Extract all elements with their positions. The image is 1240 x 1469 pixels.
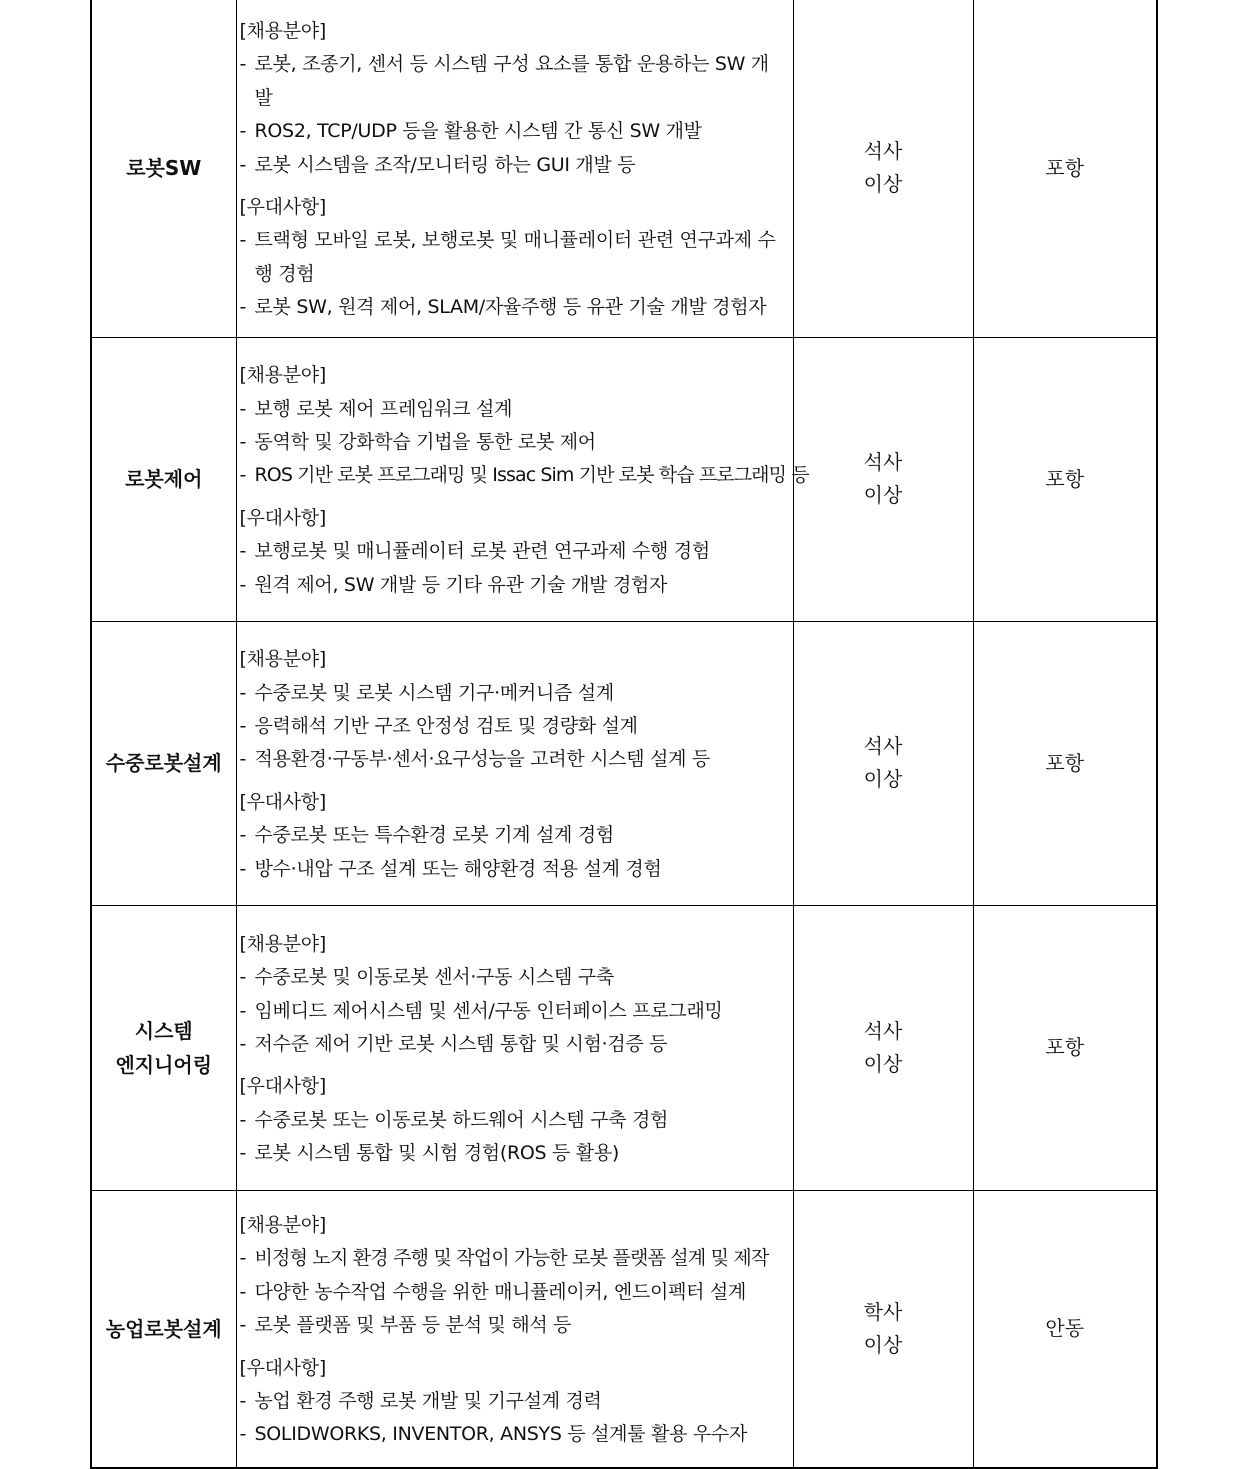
preference-item: - 보행로봇 및 매니퓰레이터 로봇 관련 연구과제 수행 경험: [239, 540, 710, 563]
preference-item: - 원격 제어, SW 개발 등 기타 유관 기술 개발 경험자: [239, 573, 668, 596]
field-cell: [91, 1190, 236, 1468]
education-level: 이상: [863, 483, 903, 508]
table-row: [91, 621, 1157, 905]
recruit-item: - 수중로봇 및 이동로봇 센서·구동 시스템 구축: [239, 966, 614, 989]
preference-label: [우대사항]: [239, 506, 326, 529]
location-text: 포항: [1045, 750, 1085, 775]
job-table: [90, 0, 1158, 1469]
field-cell: [91, 337, 236, 621]
table-row: [91, 1190, 1157, 1468]
recruit-label: [채용분야]: [239, 648, 326, 671]
recruit-item: - 보행 로봇 제어 프레임워크 설계: [239, 397, 513, 420]
field-name: 로봇제어: [125, 467, 203, 492]
preference-item: - 수중로봇 또는 특수환경 로봇 기계 설계 경험: [239, 824, 614, 847]
education-cell: [793, 337, 973, 621]
description-cell: [236, 905, 793, 1190]
recruit-item: - ROS2, TCP/UDP 등을 활용한 시스템 간 통신 SW 개발: [239, 120, 702, 143]
field-name: 시스템: [134, 1018, 193, 1043]
location-text: 포항: [1045, 466, 1085, 491]
recruit-item: - 수중로봇 및 로봇 시스템 기구·메커니즘 설계: [239, 681, 614, 704]
field-name: 로봇SW: [126, 156, 202, 181]
location-cell: [973, 905, 1157, 1190]
education-level: 이상: [863, 1332, 903, 1357]
recruit-item: - 로봇, 조종기, 센서 등 시스템 구성 요소를 통합 운용하는 SW 개발: [239, 53, 769, 109]
education-cell: [793, 0, 973, 337]
preference-item: - 농업 환경 주행 로봇 개발 및 기구설계 경력: [239, 1390, 602, 1413]
recruit-label: [채용분야]: [239, 364, 326, 387]
recruit-item: - 응력해석 기반 구조 안정성 검토 및 경량화 설계: [239, 715, 638, 738]
recruit-item: - 로봇 시스템을 조작/모니터링 하는 GUI 개발 등: [239, 153, 636, 176]
education-cell: [793, 905, 973, 1190]
preference-item: - 로봇 시스템 통합 및 시험 경험(ROS 등 활용): [239, 1142, 620, 1165]
field-name: 농업로봇설계: [105, 1316, 222, 1341]
description-cell: [236, 0, 793, 337]
description-cell: [236, 1190, 793, 1468]
preference-item: - 트랙형 모바일 로봇, 보행로봇 및 매니퓰레이터 관련 연구과제 수행 경험: [239, 229, 776, 285]
recruit-item: - 다양한 농수작업 수행을 위한 매니퓰레이커, 엔드이펙터 설계: [239, 1280, 747, 1303]
recruit-item: - 동역학 및 강화학습 기법을 통한 로봇 제어: [239, 431, 596, 454]
preference-label: [우대사항]: [239, 1075, 326, 1098]
recruit-item: - 로봇 플랫폼 및 부품 등 분석 및 해석 등: [239, 1314, 572, 1337]
education-degree: 석사: [863, 1018, 903, 1043]
preference-item: - 로봇 SW, 원격 제어, SLAM/자율주행 등 유관 기술 개발 경험자: [239, 296, 767, 319]
field-cell: [91, 0, 236, 337]
description-cell: [236, 621, 793, 905]
education-cell: [793, 1190, 973, 1468]
field-name: 수중로봇설계: [105, 751, 222, 776]
preference-item: - 수중로봇 또는 이동로봇 하드웨어 시스템 구축 경험: [239, 1108, 669, 1131]
preference-label: [우대사항]: [239, 790, 326, 813]
field-name: 엔지니어링: [115, 1052, 213, 1077]
education-degree: 학사: [863, 1299, 903, 1324]
table-row: [91, 905, 1157, 1190]
education-level: 이상: [863, 172, 903, 197]
table-row: [91, 337, 1157, 621]
education-degree: 석사: [863, 734, 903, 759]
recruit-label: [채용분야]: [239, 20, 326, 42]
recruit-label: [채용분야]: [239, 1213, 326, 1236]
education-cell: [793, 621, 973, 905]
recruit-item: - 임베디드 제어시스템 및 센서/구동 인터페이스 프로그래밍: [239, 999, 723, 1022]
preference-item: - 방수·내압 구조 설계 또는 해양환경 적용 설계 경험: [239, 857, 662, 880]
recruit-label: [채용분야]: [239, 932, 326, 955]
education-level: 이상: [863, 767, 903, 792]
field-cell: [91, 621, 236, 905]
location-text: 포항: [1045, 1035, 1085, 1060]
location-cell: [973, 621, 1157, 905]
job-table-body: [91, 0, 1157, 1468]
location-cell: [973, 337, 1157, 621]
description-cell: [236, 337, 809, 621]
table-row: [91, 0, 1157, 337]
field-cell: [91, 905, 236, 1190]
preference-label: [우대사항]: [239, 196, 326, 219]
recruit-item: - 적용환경·구동부·센서·요구성능을 고려한 시스템 설계 등: [239, 748, 710, 771]
location-text: 안동: [1045, 1316, 1085, 1341]
recruit-item: - 저수준 제어 기반 로봇 시스템 통합 및 시험·검증 등: [239, 1032, 668, 1055]
education-degree: 석사: [863, 450, 903, 475]
recruit-item: - ROS 기반 로봇 프로그래밍 및 Issac Sim 기반 로봇 학습 프로그래밍 등: [239, 464, 809, 487]
location-cell: [973, 0, 1157, 337]
location-cell: [973, 1190, 1157, 1468]
education-level: 이상: [863, 1051, 903, 1076]
education-degree: 석사: [863, 139, 903, 164]
recruit-item: - 비정형 노지 환경 주행 및 작업이 가능한 로봇 플랫폼 설계 및 제작: [239, 1247, 769, 1270]
preference-label: [우대사항]: [239, 1356, 326, 1379]
location-text: 포항: [1045, 155, 1085, 180]
preference-item: - SOLIDWORKS, INVENTOR, ANSYS 등 설계툴 활용 우수자: [239, 1423, 748, 1446]
